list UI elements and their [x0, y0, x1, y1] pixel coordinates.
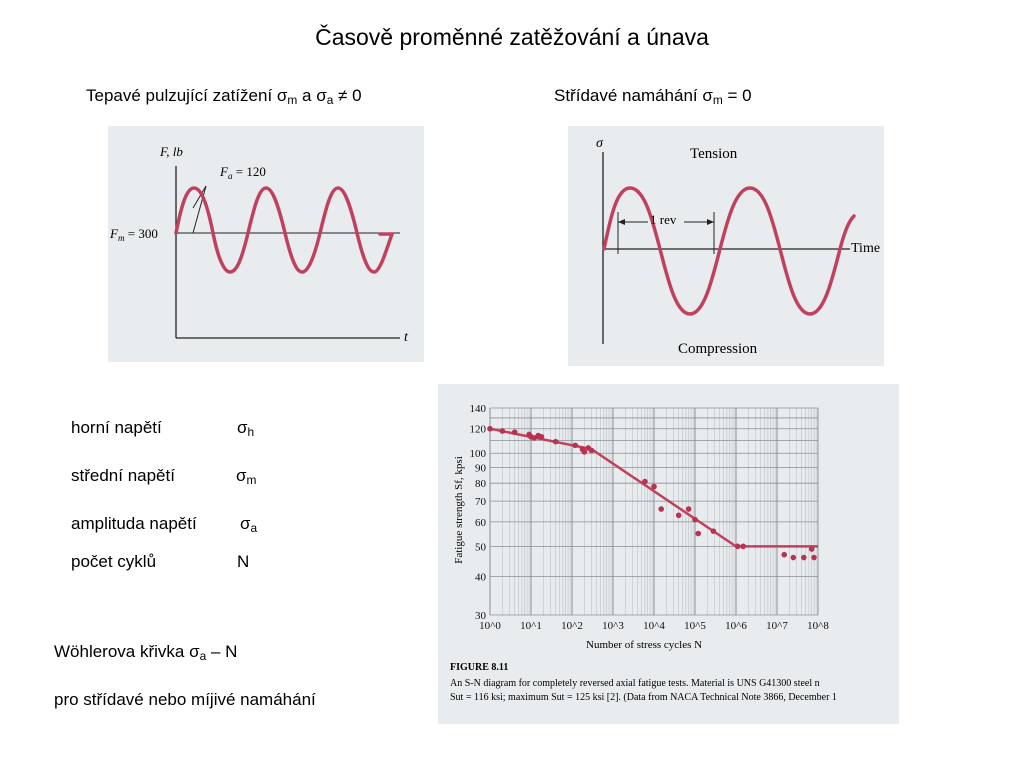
sn-data-point [811, 555, 817, 561]
sn-x-tick-label: 10^7 [766, 620, 788, 632]
sn-x-tick-label: 10^5 [684, 620, 706, 632]
sn-data-point [658, 506, 664, 512]
sn-x-tick-label: 10^1 [520, 620, 542, 632]
sn-data-point [572, 443, 578, 449]
left-x-axis-label: t [404, 330, 408, 345]
tension-label: Tension [690, 146, 738, 162]
definition-cycle-count-symbol [237, 552, 249, 573]
sn-data-point [553, 439, 559, 445]
wohler-sub: a [199, 649, 207, 663]
sn-diagram-svg [438, 384, 899, 724]
figure-caption-line1: An S-N diagram for completely reversed axial fatigue tests. Material is UNS G41300 steel n [450, 678, 820, 689]
definition-amplitude [71, 514, 197, 534]
left-heading-sub2: a [326, 93, 334, 107]
sn-data-point [500, 428, 506, 434]
period-arrowhead-right [707, 219, 714, 225]
sn-data-point [740, 544, 746, 550]
sn-diagram-figure [438, 384, 899, 724]
right-heading-sub: m [712, 93, 723, 107]
definition-mean-stress [71, 466, 175, 486]
period-arrowhead-left [618, 219, 625, 225]
right-heading-text: Střídavé namáhání σ [554, 86, 713, 105]
sn-y-axis-label: Fatigue strength Sf, kpsi [453, 456, 465, 564]
sn-data-point [711, 528, 717, 534]
sn-data-point [642, 479, 648, 485]
mean-label [110, 226, 158, 243]
amplitude-label [220, 164, 266, 181]
figure-caption-title: FIGURE 8.11 [450, 662, 509, 673]
sn-data-point [589, 448, 595, 454]
sn-y-tick-label: 40 [475, 571, 486, 584]
sn-data-point [512, 429, 518, 435]
left-heading-tail: ≠ 0 [333, 86, 362, 105]
sn-data-point [686, 506, 692, 512]
mean-sub: m [117, 233, 125, 243]
amplitude-symbol: F [220, 164, 228, 179]
left-heading [86, 86, 362, 107]
definition-upper-stress-symbol [237, 418, 254, 439]
pulsating-load-curve [176, 188, 392, 272]
wohler-curve-label [54, 642, 237, 663]
sn-data-point [582, 449, 588, 455]
sn-data-point [801, 555, 807, 561]
pulsating-load-svg [108, 126, 424, 362]
sn-y-tick-label: 80 [475, 478, 486, 491]
sn-data-point [676, 513, 682, 519]
definition-mean-stress-symbol [236, 466, 256, 487]
definition-term: počet cyklů [71, 552, 157, 571]
alternating-stress-graph [568, 126, 884, 366]
definition-term: amplituda napětí [71, 514, 197, 533]
wohler-tail: – N [206, 642, 238, 661]
sn-x-tick-label: 10^3 [602, 620, 624, 632]
sn-data-point [539, 434, 545, 440]
figure-caption-line2: Sut = 116 ksi; maximum Sut = 125 ksi [2]. (Data from NACA Technical Note 3866, December 1 [450, 692, 837, 703]
sn-x-tick-label: 10^0 [479, 620, 501, 632]
definition-symbol: σ [236, 466, 247, 485]
compression-label: Compression [678, 341, 758, 357]
alternating-stress-curve [604, 188, 854, 314]
sn-x-tick-label: 10^8 [807, 620, 829, 632]
sn-data-point [791, 555, 797, 561]
mean-symbol: F [110, 226, 118, 241]
period-label: 1 rev [650, 212, 677, 227]
definition-symbol: N [237, 552, 250, 571]
sn-y-tick-label: 60 [475, 516, 486, 529]
sn-data-point [692, 517, 698, 523]
mean-value: = 300 [124, 226, 158, 241]
sn-y-tick-label: 70 [475, 496, 486, 509]
sn-data-point [735, 544, 741, 550]
right-y-axis-label: σ [596, 136, 603, 151]
sn-y-tick-label: 140 [469, 403, 486, 415]
sn-y-tick-label: 100 [469, 448, 486, 461]
right-heading-tail: = 0 [722, 86, 752, 105]
left-heading-text: Tepavé pulzující zatížení σ [86, 86, 288, 105]
left-heading-sub1: m [287, 93, 298, 107]
sn-data-point [487, 426, 493, 432]
definition-symbol: σ [240, 514, 251, 533]
definition-term: horní napětí [71, 418, 162, 437]
sn-y-tick-label: 50 [475, 541, 486, 554]
left-y-axis-label: F, lb [160, 144, 183, 159]
pulsating-load-graph [108, 126, 424, 362]
time-label: Time [851, 241, 881, 256]
definition-amplitude-symbol [240, 514, 257, 535]
sn-x-tick-label: 10^2 [561, 620, 583, 632]
definition-symbol-sub: a [250, 521, 258, 535]
amplitude-value: = 120 [232, 164, 266, 179]
slide-title: Časově proměnné zatěžování a únava [315, 24, 709, 50]
sn-x-axis-label: Number of stress cycles N [586, 639, 703, 651]
loading-type-note: pro střídavé nebo míjivé namáhání [54, 690, 316, 709]
sn-data-point [651, 484, 657, 490]
sn-x-tick-label: 10^6 [725, 620, 747, 632]
definition-cycle-count [71, 552, 156, 572]
sn-y-tick-label: 90 [475, 462, 486, 475]
sn-data-point [809, 546, 815, 552]
definition-symbol-sub: m [246, 473, 257, 487]
sn-data-point [695, 531, 701, 537]
sn-y-tick-label: 30 [475, 610, 486, 622]
definition-symbol: σ [237, 418, 248, 437]
definition-upper-stress [71, 418, 162, 438]
definition-term: střední napětí [71, 466, 175, 485]
sn-x-tick-label: 10^4 [643, 620, 665, 632]
sn-y-tick-label: 120 [469, 423, 486, 436]
sn-data-point [781, 552, 787, 558]
definition-symbol-sub: h [247, 425, 255, 439]
wohler-text: Wöhlerova křivka σ [54, 642, 200, 661]
left-heading-mid: a σ [297, 86, 327, 105]
amplitude-sub: a [227, 171, 233, 181]
right-heading [554, 86, 752, 107]
